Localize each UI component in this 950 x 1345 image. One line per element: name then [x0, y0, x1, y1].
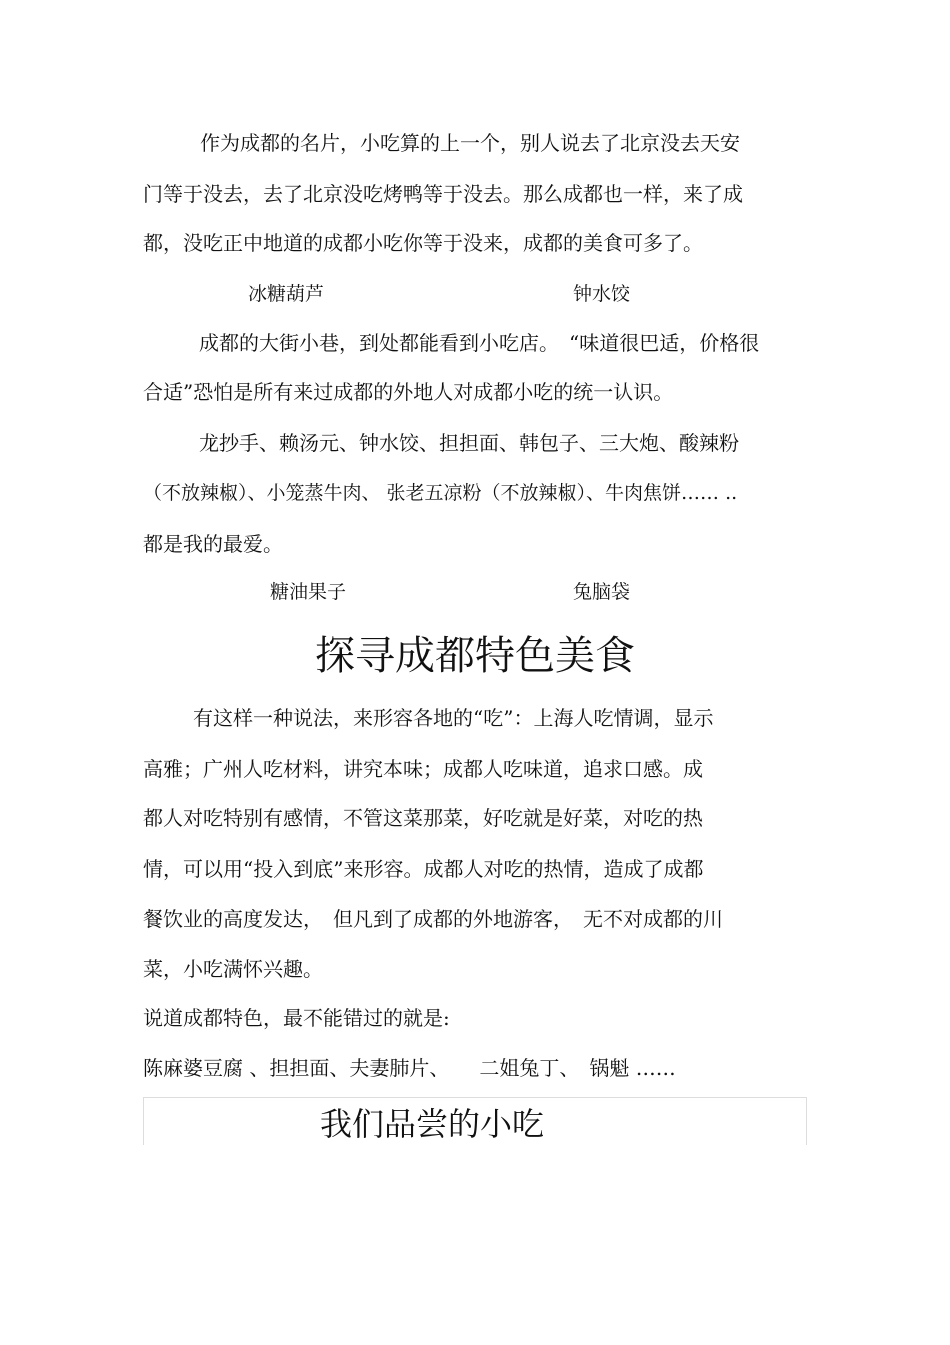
- para3-line-2: （不放辣椒）、小笼蒸牛肉、 张老五凉粉（不放辣椒）、牛肉焦饼…… ..: [143, 482, 738, 504]
- intro-line-3: 都，没吃正中地道的成都小吃你等于没来，成都的美食可多了。: [143, 231, 703, 255]
- para2-line-1: 成都的大街小巷，到处都能看到小吃店。 “味道很巴适，价格很: [199, 331, 760, 355]
- intro-line-1: 作为成都的名片，小吃算的上一个，别人说去了北京没去天安: [200, 131, 740, 155]
- intro-line-2: 门等于没去，去了北京没吃烤鸭等于没去。那么成都也一样，来了成: [143, 182, 743, 206]
- para4-line-1: 有这样一种说法，来形容各地的“吃”：上海人吃情调，显示: [193, 706, 714, 730]
- para2-line-2: 合适”恐怕是所有来过成都的外地人对成都小吃的统一认识。: [143, 380, 674, 404]
- tasted-heading: 我们品尝的小吃: [320, 1105, 545, 1143]
- para4-line-4: 情，可以用“投入到底”来形容。成都人对吃的热情，造成了成都: [143, 857, 704, 881]
- para4-line-6: 菜，小吃满怀兴趣。: [143, 957, 323, 981]
- caption-tangyou-guozi: 糖油果子: [270, 581, 347, 603]
- caption-tu-naodai: 兔脑袋: [573, 581, 631, 603]
- tasted-section-box: [143, 1097, 807, 1145]
- specialties-intro: 说道成都特色，最不能错过的就是:: [143, 1006, 450, 1030]
- caption-zhong-shuijiao: 钟水饺: [573, 283, 631, 305]
- para4-line-3: 都人对吃特别有感情，不管这菜那菜，好吃就是好菜，对吃的热: [143, 806, 703, 830]
- para4-line-5: 餐饮业的高度发达， 但凡到了成都的外地游客， 无不对成都的川: [143, 907, 723, 931]
- para3-line-1: 龙抄手、赖汤元、钟水饺、担担面、韩包子、三大炮、酸辣粉: [199, 431, 739, 455]
- section-heading: 探寻成都特色美食: [315, 633, 635, 679]
- para4-line-2: 高雅；广州人吃材料，讲究本味；成都人吃味道，追求口感。成: [143, 757, 703, 781]
- para3-line-3: 都是我的最爱。: [143, 532, 283, 556]
- specialties-list: 陈麻婆豆腐 、担担面、夫妻肺片、 二姐兔丁、 锅魁 ……: [143, 1056, 676, 1080]
- caption-bingtang-hulu: 冰糖葫芦: [248, 283, 325, 305]
